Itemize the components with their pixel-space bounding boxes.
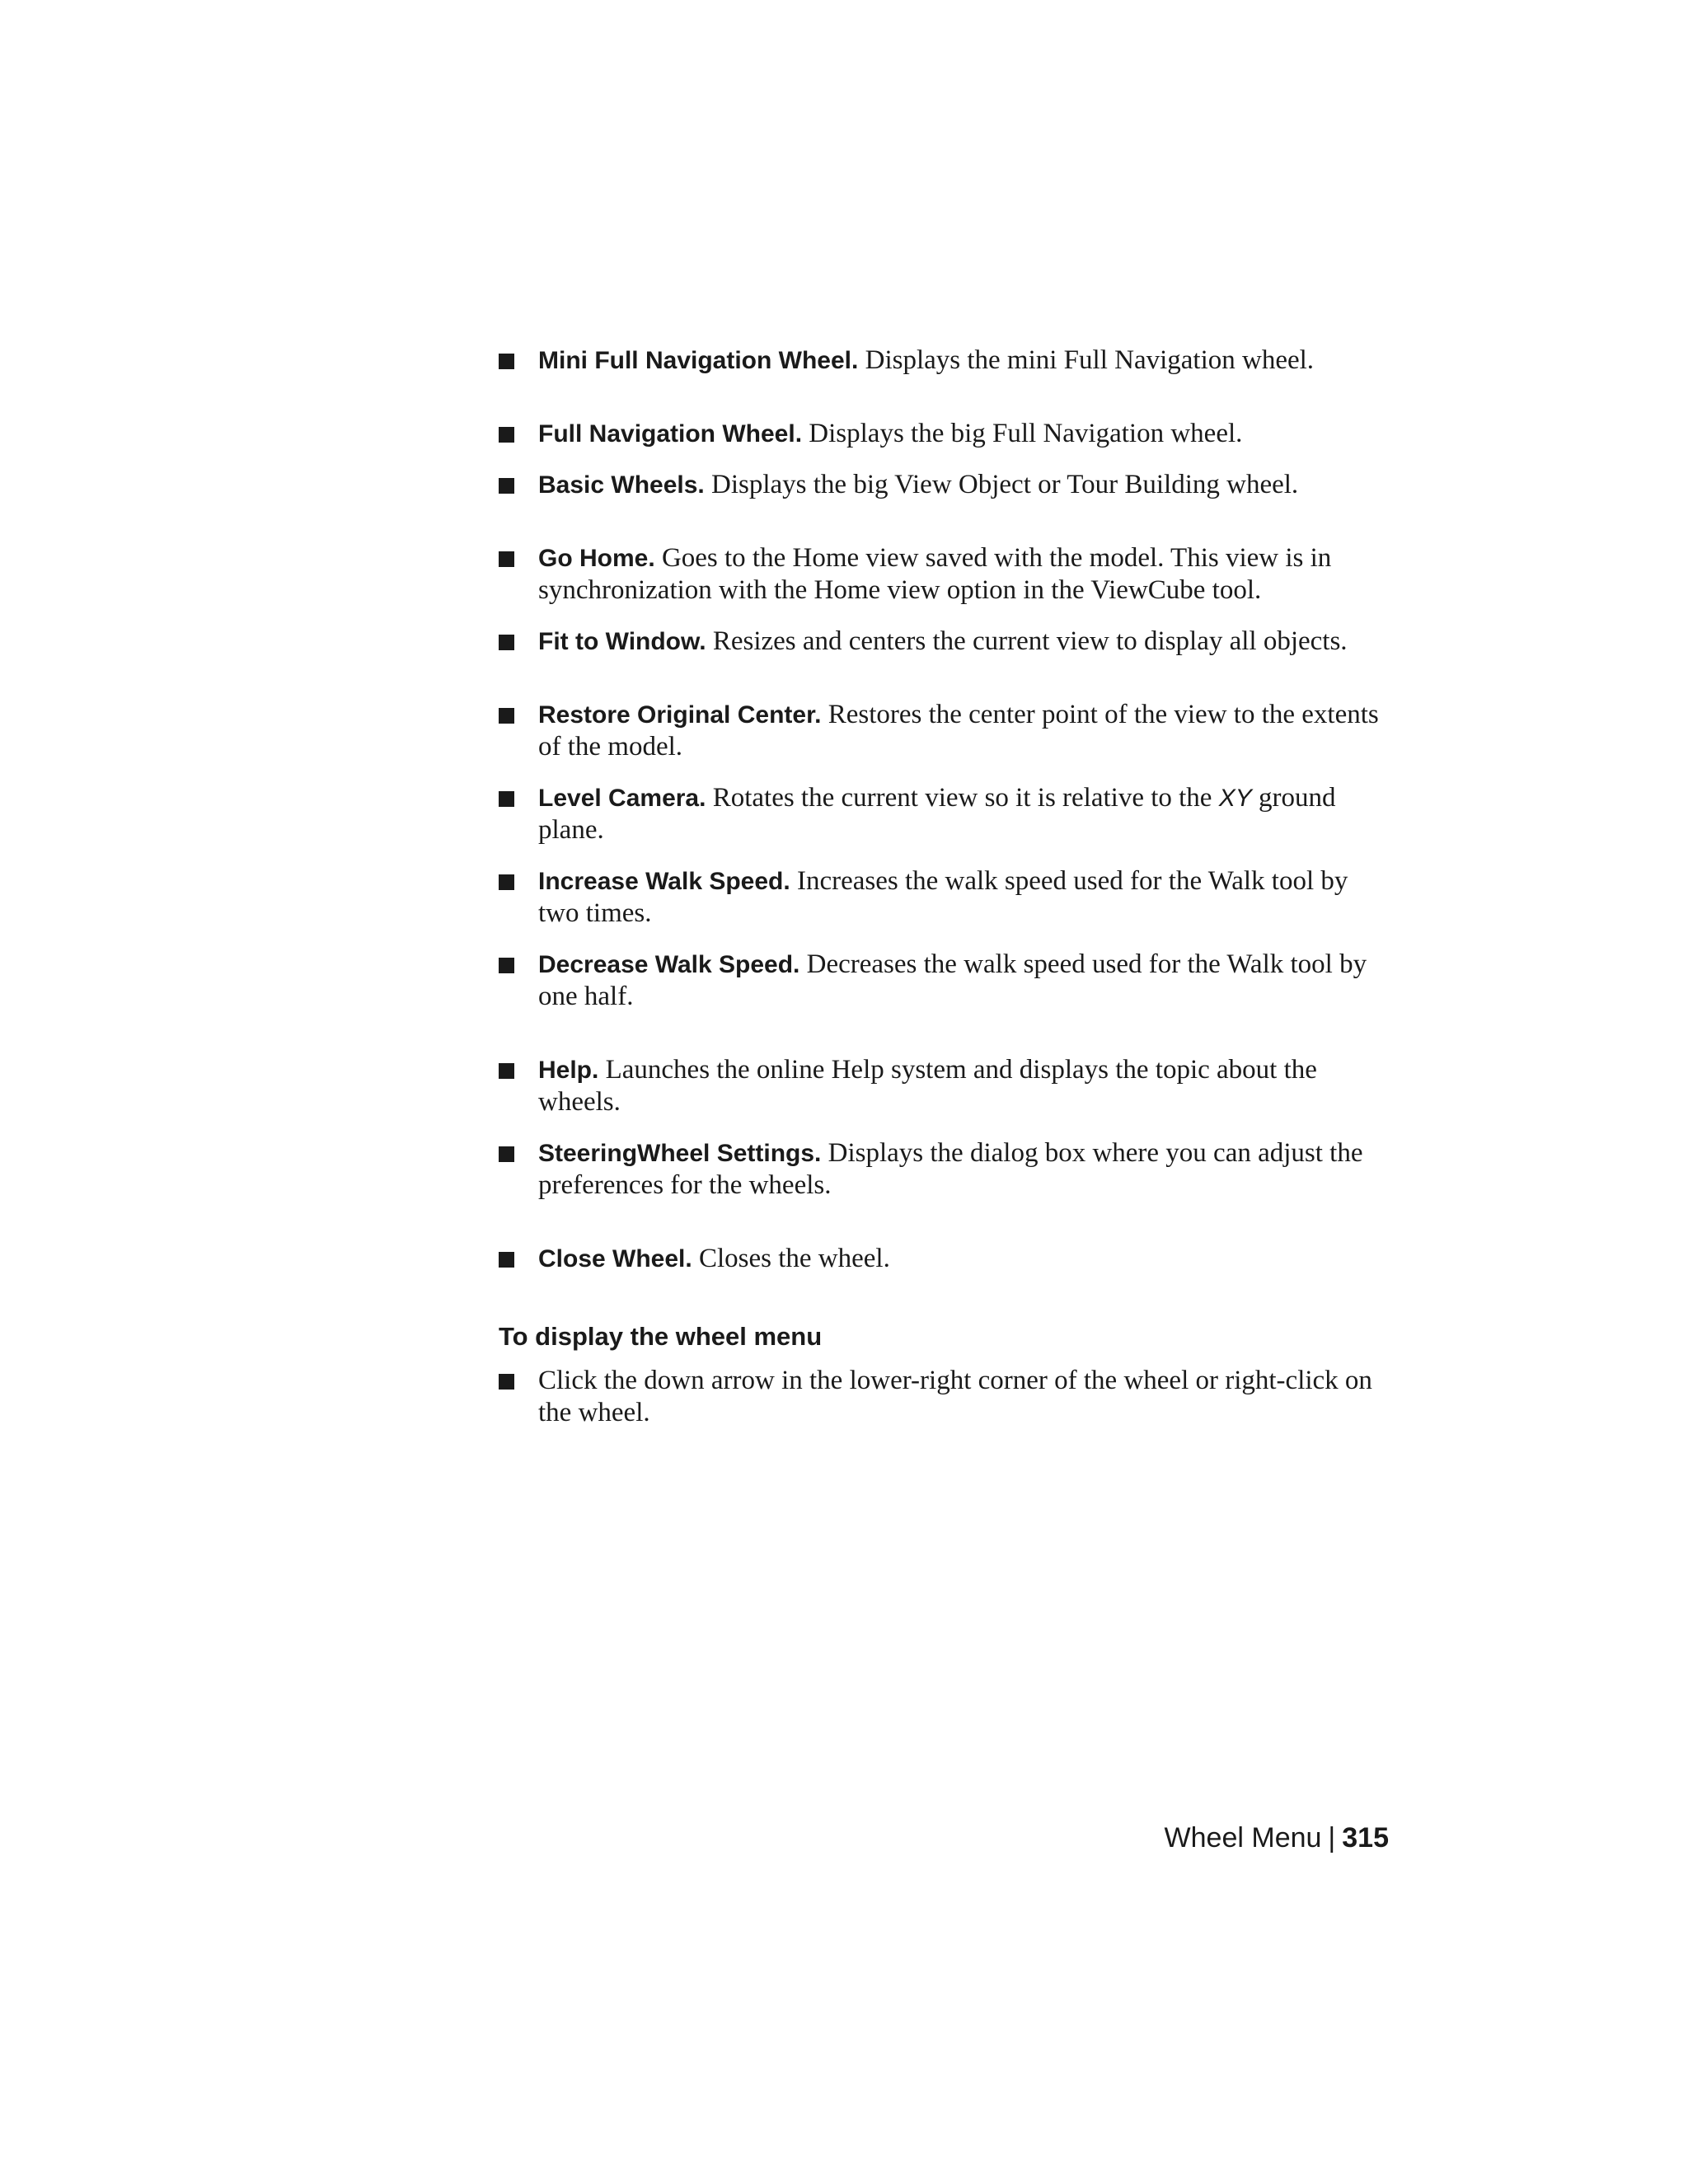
item-term: Level Camera. bbox=[538, 785, 706, 812]
item-term: SteeringWheel Settings. bbox=[538, 1140, 822, 1167]
list-item-help bbox=[499, 1054, 1389, 1118]
item-description: Resizes and centers the current view to display all objects. bbox=[706, 626, 1348, 656]
item-description: Closes the wheel. bbox=[692, 1244, 890, 1273]
item-description: Goes to the Home view saved with the model. This view is in synchronization with the Home view option in the ViewCube tool. bbox=[538, 543, 1332, 605]
list-item-go-home bbox=[499, 542, 1389, 607]
bullet-icon bbox=[499, 1063, 514, 1079]
list-item-increase-walk-speed bbox=[499, 865, 1389, 930]
list-item-fit-to-window bbox=[499, 626, 1389, 658]
list-item-level-camera bbox=[499, 782, 1389, 846]
item-description: Displays the mini Full Navigation wheel. bbox=[858, 345, 1315, 375]
list-item-decrease-walk-speed bbox=[499, 949, 1389, 1013]
item-description-end: ground plane. bbox=[538, 783, 1336, 845]
list-item-full-navigation-wheel bbox=[499, 418, 1389, 450]
bullet-icon bbox=[499, 427, 514, 443]
list-item-restore-original-center bbox=[499, 699, 1389, 763]
bullet-icon bbox=[499, 1146, 514, 1162]
item-description: Displays the big Full Navigation wheel. bbox=[802, 419, 1243, 448]
bullet-icon bbox=[499, 354, 514, 369]
list-item-close-wheel bbox=[499, 1243, 1389, 1275]
bullet-icon bbox=[499, 478, 514, 494]
item-description: Displays the big View Object or Tour Building wheel. bbox=[704, 470, 1299, 499]
page-footer bbox=[1165, 1821, 1389, 1854]
item-description-start: Rotates the current view so it is relative to the bbox=[706, 783, 1219, 813]
list-item-steeringwheel-settings bbox=[499, 1137, 1389, 1202]
item-term: Basic Wheels. bbox=[538, 471, 705, 499]
list-item-mini-full-navigation-wheel bbox=[499, 344, 1389, 377]
item-term: Decrease Walk Speed. bbox=[538, 951, 800, 978]
footer-section-title: Wheel Menu bbox=[1164, 1822, 1322, 1854]
bullet-icon bbox=[499, 958, 514, 973]
bullet-icon bbox=[499, 791, 514, 807]
page-content bbox=[499, 344, 1389, 1429]
item-term: Help. bbox=[538, 1057, 599, 1084]
item-term: Close Wheel. bbox=[538, 1245, 692, 1272]
bullet-icon bbox=[499, 1252, 514, 1268]
item-emphasis: XY bbox=[1218, 785, 1252, 812]
bullet-icon bbox=[499, 708, 514, 724]
list-item-basic-wheels bbox=[499, 469, 1389, 501]
item-description: Decreases the walk speed used for the Walk tool by one half. bbox=[538, 949, 1367, 1011]
item-term: Full Navigation Wheel. bbox=[538, 420, 803, 448]
item-description: Restores the center point of the view to the extents of the model. bbox=[538, 700, 1379, 762]
page-number: 315 bbox=[1342, 1822, 1389, 1854]
item-term: Increase Walk Speed. bbox=[538, 868, 790, 895]
step-text: Click the down arrow in the lower-right corner of the wheel or right-click on the wheel. bbox=[538, 1366, 1372, 1427]
bullet-icon bbox=[499, 874, 514, 890]
item-term: Go Home. bbox=[538, 545, 655, 572]
item-term: Mini Full Navigation Wheel. bbox=[538, 347, 859, 374]
bullet-icon bbox=[499, 1374, 514, 1390]
procedure-step bbox=[499, 1365, 1389, 1429]
item-term: Restore Original Center. bbox=[538, 701, 822, 729]
item-description: Displays the dialog box where you can adjust the preferences for the wheels. bbox=[538, 1138, 1363, 1200]
bullet-icon bbox=[499, 551, 514, 567]
item-description: Increases the walk speed used for the Walk tool by two times. bbox=[538, 866, 1348, 928]
footer-separator: | bbox=[1328, 1822, 1336, 1854]
item-term: Fit to Window. bbox=[538, 628, 706, 655]
item-description: Launches the online Help system and displays the topic about the wheels. bbox=[538, 1055, 1317, 1117]
bullet-icon bbox=[499, 635, 514, 650]
procedure-heading: To display the wheel menu bbox=[499, 1322, 823, 1351]
